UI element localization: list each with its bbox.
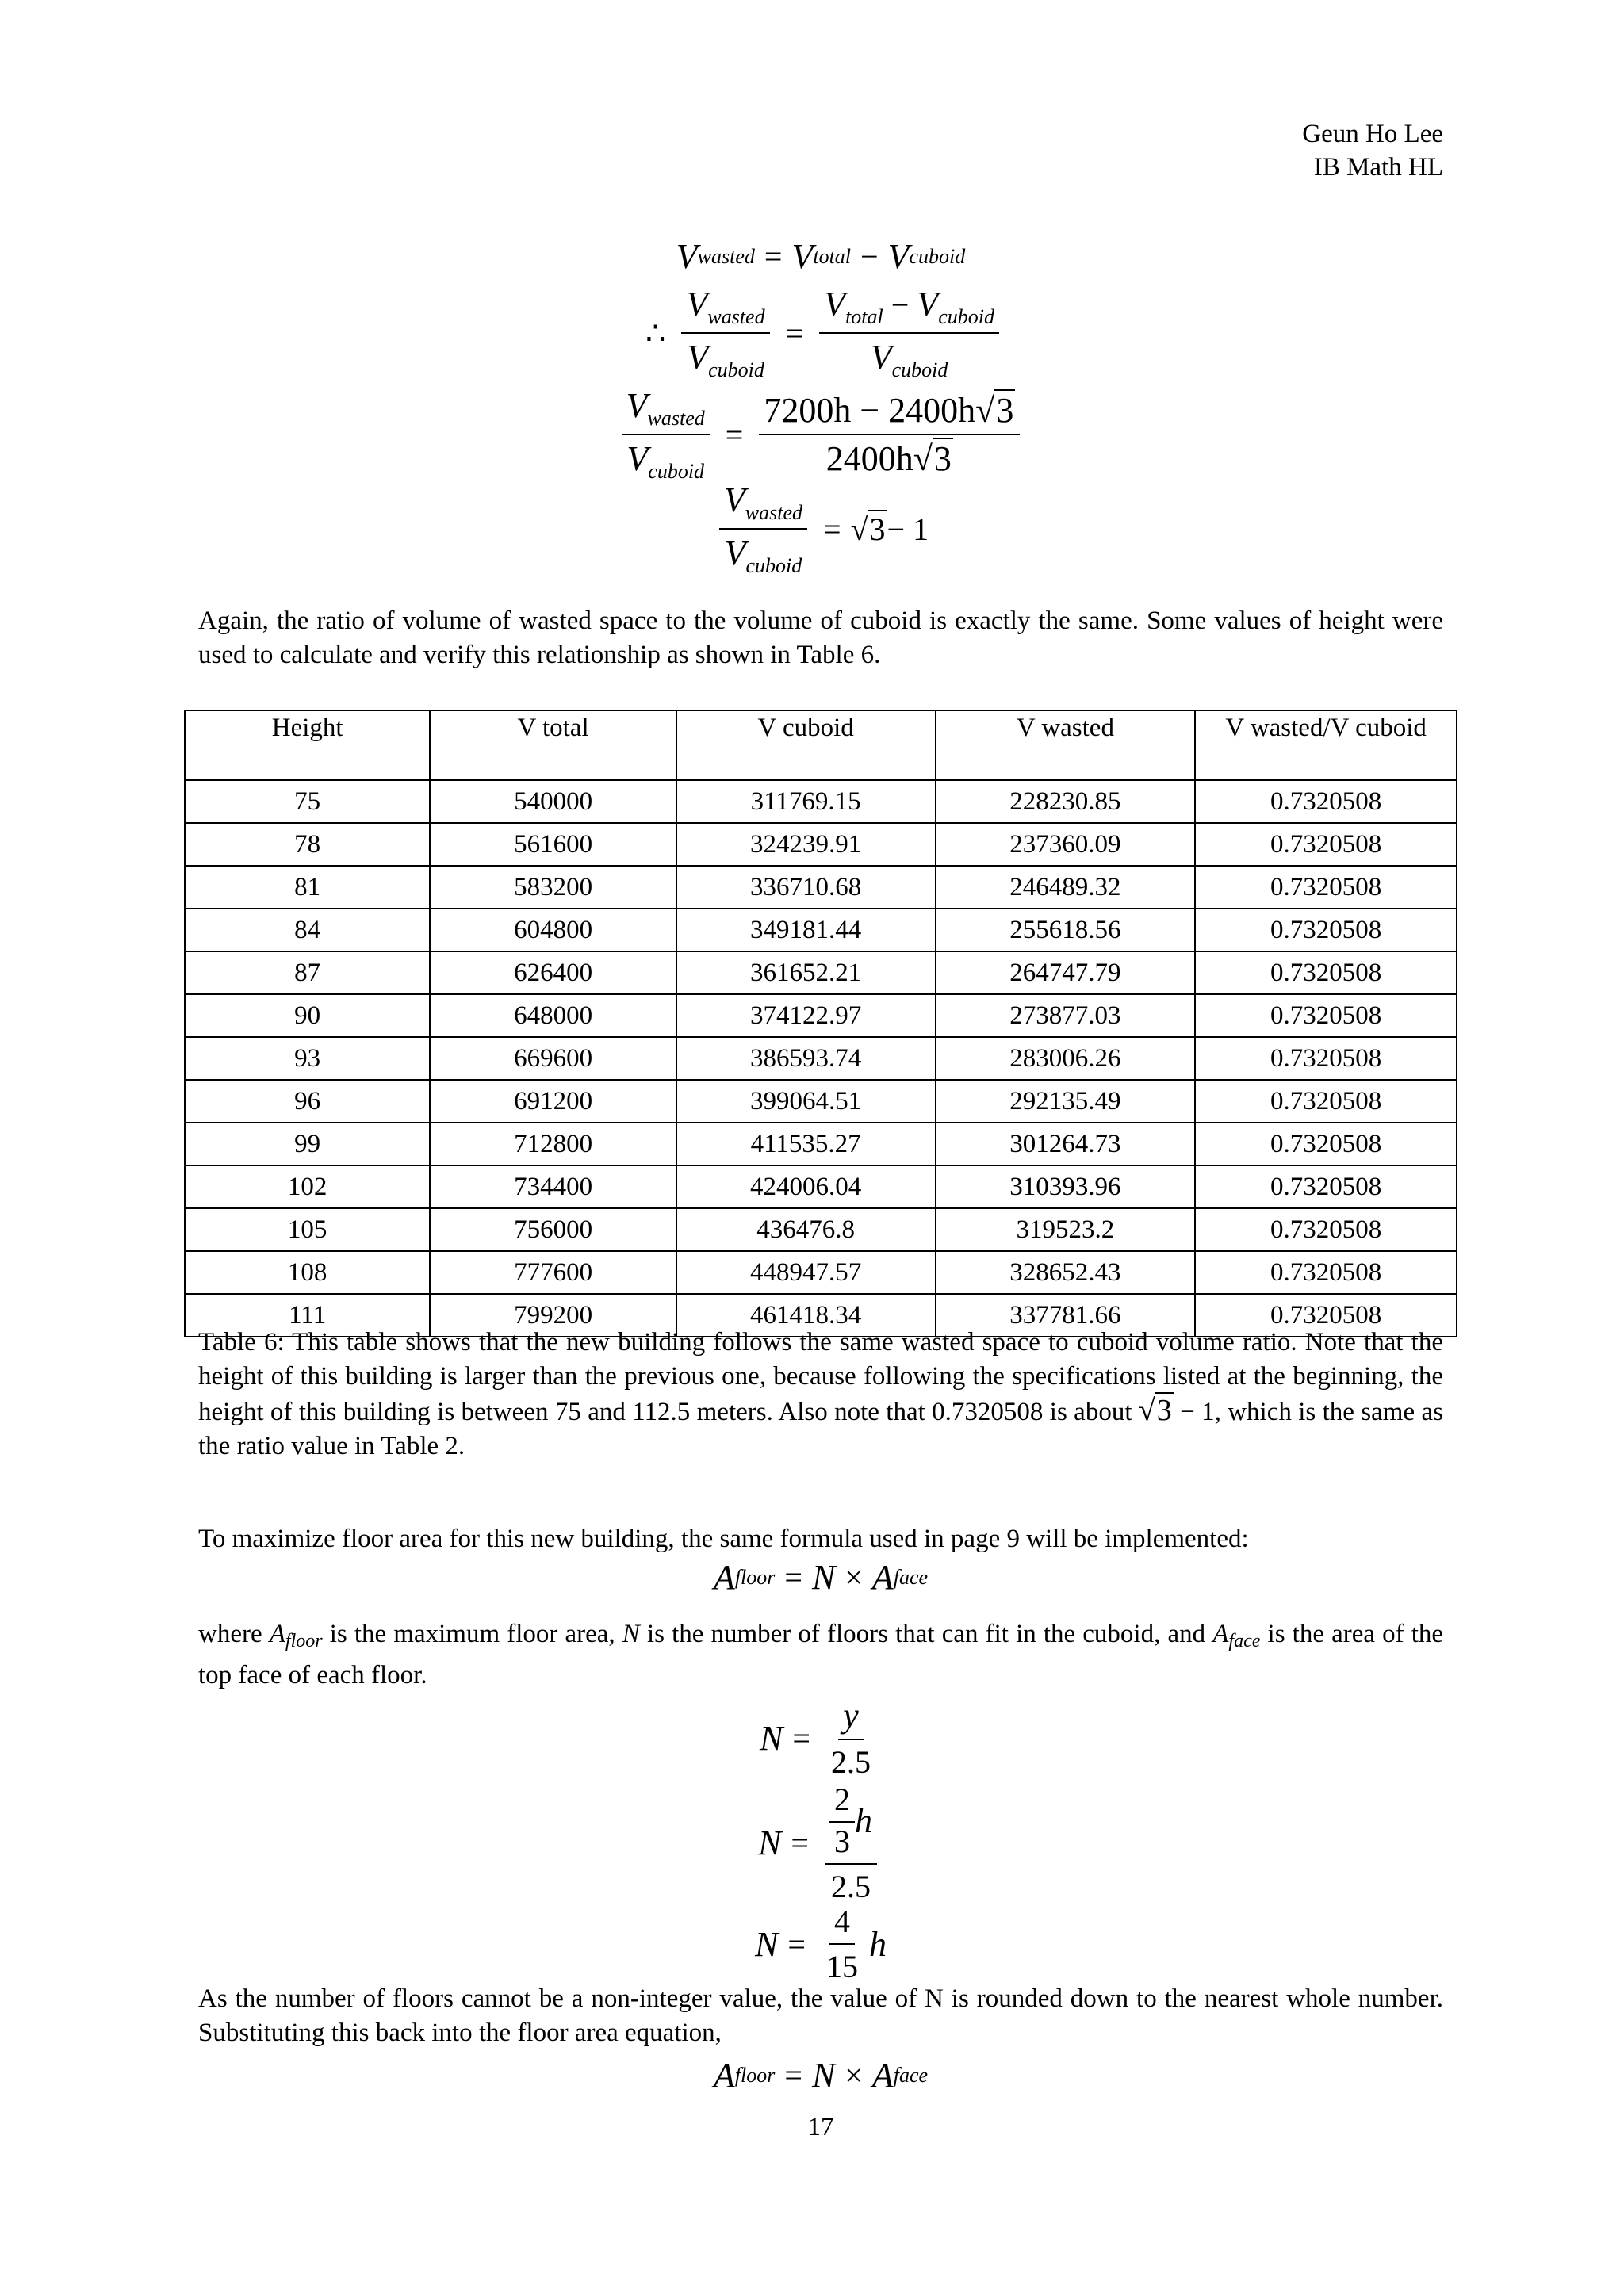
cell-ratio: 0.7320508	[1195, 1208, 1457, 1251]
var-v: V	[887, 237, 910, 276]
var-v: V	[626, 439, 649, 478]
sub-total: total	[845, 305, 883, 328]
sub-wasted: wasted	[697, 244, 755, 268]
fraction-ratio	[622, 385, 710, 484]
cell-height: 78	[185, 823, 430, 866]
cell-v-wasted: 255618.56	[936, 909, 1196, 951]
var-a: A	[871, 1558, 894, 1597]
table-row	[185, 909, 1457, 951]
sub-cuboid: cuboid	[708, 358, 764, 381]
cell-v-wasted: 310393.96	[936, 1165, 1196, 1208]
fraction-difference: $\frac{V_{total} - V_{cuboid}}{V_{cuboid}}$	[819, 284, 999, 382]
var-a: A	[713, 1558, 735, 1597]
cell-v-wasted: 328652.43	[936, 1251, 1196, 1294]
sub-cuboid: cuboid	[745, 554, 802, 577]
table-row	[185, 1165, 1457, 1208]
cell-height: 111	[185, 1294, 430, 1337]
cell-v-wasted: 246489.32	[936, 866, 1196, 909]
var-a: A	[713, 2056, 735, 2095]
equals-sign: =	[792, 1720, 810, 1756]
radicand: 3	[869, 511, 886, 547]
cell-height: 102	[185, 1165, 430, 1208]
sub-floor: floor	[734, 2063, 776, 2087]
var-v: V	[626, 386, 648, 425]
fraction-y-over-2-5	[826, 1695, 875, 1781]
table-caption	[198, 1326, 1443, 1464]
cell-height: 96	[185, 1080, 430, 1123]
paragraph-variable-definitions	[198, 1617, 1443, 1693]
table-row	[185, 1208, 1457, 1251]
table-row	[185, 866, 1457, 909]
denominator: 2.5	[830, 1744, 871, 1780]
cell-v-wasted: 273877.03	[936, 994, 1196, 1037]
fraction-ratio	[681, 284, 769, 382]
var-n: N	[755, 1924, 779, 1964]
var-n: N	[760, 1718, 783, 1758]
var-v: V	[791, 237, 814, 276]
table-row	[185, 780, 1457, 823]
cell-v-wasted: 337781.66	[936, 1294, 1196, 1337]
cell-v-wasted: 292135.49	[936, 1080, 1196, 1123]
fraction-two-thirds	[829, 1781, 855, 1860]
minus-one: − 1	[887, 511, 929, 547]
document-page	[198, 0, 1443, 2296]
times-sign: ×	[845, 1559, 863, 1595]
cell-height: 108	[185, 1251, 430, 1294]
sub-face: face	[1228, 1631, 1261, 1651]
equals-sign: =	[787, 1926, 806, 1962]
var-v: V	[723, 480, 745, 519]
sub-floor: floor	[734, 1565, 776, 1589]
therefore-symbol: ∴	[645, 315, 666, 351]
header-v-wasted: V wasted	[936, 710, 1196, 780]
cell-ratio: 0.7320508	[1195, 1165, 1457, 1208]
sub-wasted: wasted	[647, 407, 705, 430]
cell-v-wasted: 319523.2	[936, 1208, 1196, 1251]
var-n: N	[811, 1558, 836, 1597]
denominator: 3	[833, 1823, 850, 1859]
fraction-volumes	[759, 390, 1020, 479]
equation-n-h-compound	[198, 1781, 1443, 1905]
page-header	[1302, 117, 1443, 184]
sub-cuboid: cuboid	[909, 244, 966, 268]
cell-v-cuboid: 424006.04	[676, 1165, 936, 1208]
sub-face: face	[893, 1565, 929, 1589]
equation-floor-area	[198, 1557, 1443, 1598]
sub-face: face	[893, 2063, 929, 2087]
text: where	[198, 1620, 262, 1648]
sub-wasted: wasted	[707, 305, 765, 328]
sub-cuboid: cuboid	[648, 460, 705, 483]
radicand: 3	[1156, 1394, 1172, 1427]
var-h: h	[868, 1924, 887, 1964]
numerator-text: 7200h − 2400h	[764, 391, 976, 430]
cell-ratio: 0.7320508	[1195, 1294, 1457, 1337]
var-v: V	[824, 285, 846, 323]
header-height: Height	[185, 710, 430, 780]
equation-volume-difference	[198, 236, 1443, 277]
cell-v-total: 756000	[430, 1208, 676, 1251]
equation-ratio-definition	[198, 284, 1443, 382]
cell-height: 99	[185, 1123, 430, 1165]
header-v-cuboid: V cuboid	[676, 710, 936, 780]
var-n: N	[622, 1620, 640, 1648]
cell-ratio: 0.7320508	[1195, 994, 1457, 1037]
var-a: A	[269, 1620, 285, 1648]
cell-ratio: 0.7320508	[1195, 1080, 1457, 1123]
cell-height: 105	[185, 1208, 430, 1251]
cell-ratio: 0.7320508	[1195, 951, 1457, 994]
cell-v-total: 691200	[430, 1080, 676, 1123]
text: is the area of the top face of each floor.	[198, 1620, 1444, 1689]
equals-sign: =	[823, 511, 841, 547]
cell-height: 93	[185, 1037, 430, 1080]
cell-ratio: 0.7320508	[1195, 1251, 1457, 1294]
cell-v-total: 799200	[430, 1294, 676, 1337]
cell-v-total: 583200	[430, 866, 676, 909]
cell-v-total: 561600	[430, 823, 676, 866]
table-row	[185, 951, 1457, 994]
equation-floor-area-repeat	[198, 2055, 1443, 2095]
denominator: 2.5	[830, 1869, 871, 1904]
minus-sign: −	[860, 239, 879, 274]
cell-height: 75	[185, 780, 430, 823]
cell-v-total: 626400	[430, 951, 676, 994]
cell-height: 81	[185, 866, 430, 909]
fraction-four-fifteenths	[822, 1903, 863, 1985]
cell-ratio: 0.7320508	[1195, 909, 1457, 951]
equals-sign: =	[785, 315, 804, 351]
radicand: 3	[996, 391, 1014, 430]
cell-ratio: 0.7320508	[1195, 780, 1457, 823]
sqrt-three: √3	[913, 439, 952, 478]
var-v: V	[917, 285, 939, 323]
equation-n-simplified	[198, 1903, 1443, 1985]
var-a: A	[1212, 1620, 1229, 1648]
sub-wasted: wasted	[745, 501, 803, 524]
equals-sign: =	[784, 1559, 802, 1595]
sub-total: total	[813, 244, 852, 268]
header-v-total: V total	[430, 710, 676, 780]
cell-v-total: 669600	[430, 1037, 676, 1080]
table-row	[185, 1251, 1457, 1294]
caption-text: Table 6: This table shows that the new building follows the same wasted space to cuboid volume ratio. Note that the height of this building is larger than the previous one, because following the specifications listed at the beginning, the height of this building is between 75 and 112.5 meters. Also note that 0.7320508 is about	[198, 1328, 1443, 1426]
cell-v-cuboid: 374122.97	[676, 994, 936, 1037]
cell-v-total: 777600	[430, 1251, 676, 1294]
cell-ratio: 0.7320508	[1195, 1123, 1457, 1165]
cell-v-total: 648000	[430, 994, 676, 1037]
cell-v-cuboid: 311769.15	[676, 780, 936, 823]
cell-ratio: 0.7320508	[1195, 823, 1457, 866]
table-row	[185, 1037, 1457, 1080]
cell-v-total: 540000	[430, 780, 676, 823]
cell-v-cuboid: 448947.57	[676, 1251, 936, 1294]
cell-v-wasted: 237360.09	[936, 823, 1196, 866]
cell-height: 90	[185, 994, 430, 1037]
cell-v-wasted: 301264.73	[936, 1123, 1196, 1165]
cell-v-wasted: 264747.79	[936, 951, 1196, 994]
equation-n-y	[198, 1695, 1443, 1781]
table-header-row	[185, 710, 1457, 780]
equation-ratio-substituted	[198, 385, 1443, 484]
table-row	[185, 1123, 1457, 1165]
cell-height: 87	[185, 951, 430, 994]
fraction-compound	[825, 1781, 877, 1905]
course-name: IB Math HL	[1313, 153, 1443, 182]
denominator: 15	[825, 1949, 858, 1984]
paragraph-ratio-verification: Again, the ratio of volume of wasted space to the volume of cuboid is exactly the same. Some values of height were used to calculate and verify this relationship as shown in Table 6.	[198, 607, 1443, 669]
table-row	[185, 994, 1457, 1037]
cell-v-wasted: 283006.26	[936, 1037, 1196, 1080]
sub-cuboid: cuboid	[938, 305, 994, 328]
sub-cuboid: cuboid	[891, 358, 948, 381]
paragraph-maximize-floor-area: To maximize floor area for this new building, the same formula used in page 9 will be implemented:	[198, 1525, 1249, 1553]
sub-floor: floor	[285, 1631, 323, 1651]
table-volume-ratios	[184, 710, 1457, 1337]
var-y: y	[843, 1696, 859, 1735]
cell-v-cuboid: 361652.21	[676, 951, 936, 994]
var-v: V	[676, 237, 698, 276]
minus-one: − 1	[1173, 1398, 1215, 1426]
equals-sign: =	[784, 2057, 802, 2093]
var-v: V	[724, 534, 746, 572]
var-v: V	[687, 338, 709, 377]
cell-v-cuboid: 411535.27	[676, 1123, 936, 1165]
paragraph-rounding: As the number of floors cannot be a non-integer value, the value of N is rounded down to the nearest whole number. Substituting this back into the floor area equation,	[198, 1984, 1443, 2047]
table-row	[185, 1080, 1457, 1123]
sqrt-three: √3	[975, 391, 1014, 430]
cell-v-cuboid: 386593.74	[676, 1037, 936, 1080]
page-number: 17	[807, 2113, 834, 2141]
author-name: Geun Ho Lee	[1302, 120, 1443, 148]
caption-tail: , which is the same as the ratio value in Table 2.	[198, 1398, 1443, 1460]
var-h: h	[854, 1800, 872, 1840]
numerator: 2	[829, 1781, 855, 1823]
cell-v-cuboid: 349181.44	[676, 909, 936, 951]
equation-ratio-result	[198, 480, 1443, 578]
cell-v-total: 604800	[430, 909, 676, 951]
cell-v-cuboid: 336710.68	[676, 866, 936, 909]
cell-v-total: 712800	[430, 1123, 676, 1165]
table-row	[185, 823, 1457, 866]
cell-v-wasted: 228230.85	[936, 780, 1196, 823]
var-v: V	[870, 338, 892, 377]
radicand: 3	[933, 439, 952, 478]
cell-v-cuboid: 399064.51	[676, 1080, 936, 1123]
equals-sign: =	[791, 1825, 809, 1861]
equals-sign: =	[764, 239, 783, 274]
var-v: V	[686, 285, 708, 323]
var-a: A	[871, 2056, 894, 2095]
cell-v-cuboid: 324239.91	[676, 823, 936, 866]
header-ratio: V wasted/V cuboid	[1195, 710, 1457, 780]
cell-ratio: 0.7320508	[1195, 866, 1457, 909]
cell-height: 84	[185, 909, 430, 951]
cell-ratio: 0.7320508	[1195, 1037, 1457, 1080]
cell-v-cuboid: 461418.34	[676, 1294, 936, 1337]
times-sign: ×	[845, 2057, 863, 2093]
denominator-text: 2400h	[825, 439, 914, 478]
numerator: 4	[829, 1903, 855, 1945]
text: is the maximum floor area,	[329, 1620, 615, 1648]
cell-v-total: 734400	[430, 1165, 676, 1208]
var-n: N	[811, 2056, 836, 2095]
sqrt-three: √3	[1138, 1394, 1172, 1427]
text: is the number of floors that can fit in the cuboid, and	[646, 1620, 1206, 1648]
fraction-ratio	[719, 480, 807, 578]
equals-sign: =	[725, 416, 744, 453]
var-n: N	[758, 1823, 782, 1862]
cell-v-cuboid: 436476.8	[676, 1208, 936, 1251]
sqrt-three: √3	[850, 511, 886, 547]
